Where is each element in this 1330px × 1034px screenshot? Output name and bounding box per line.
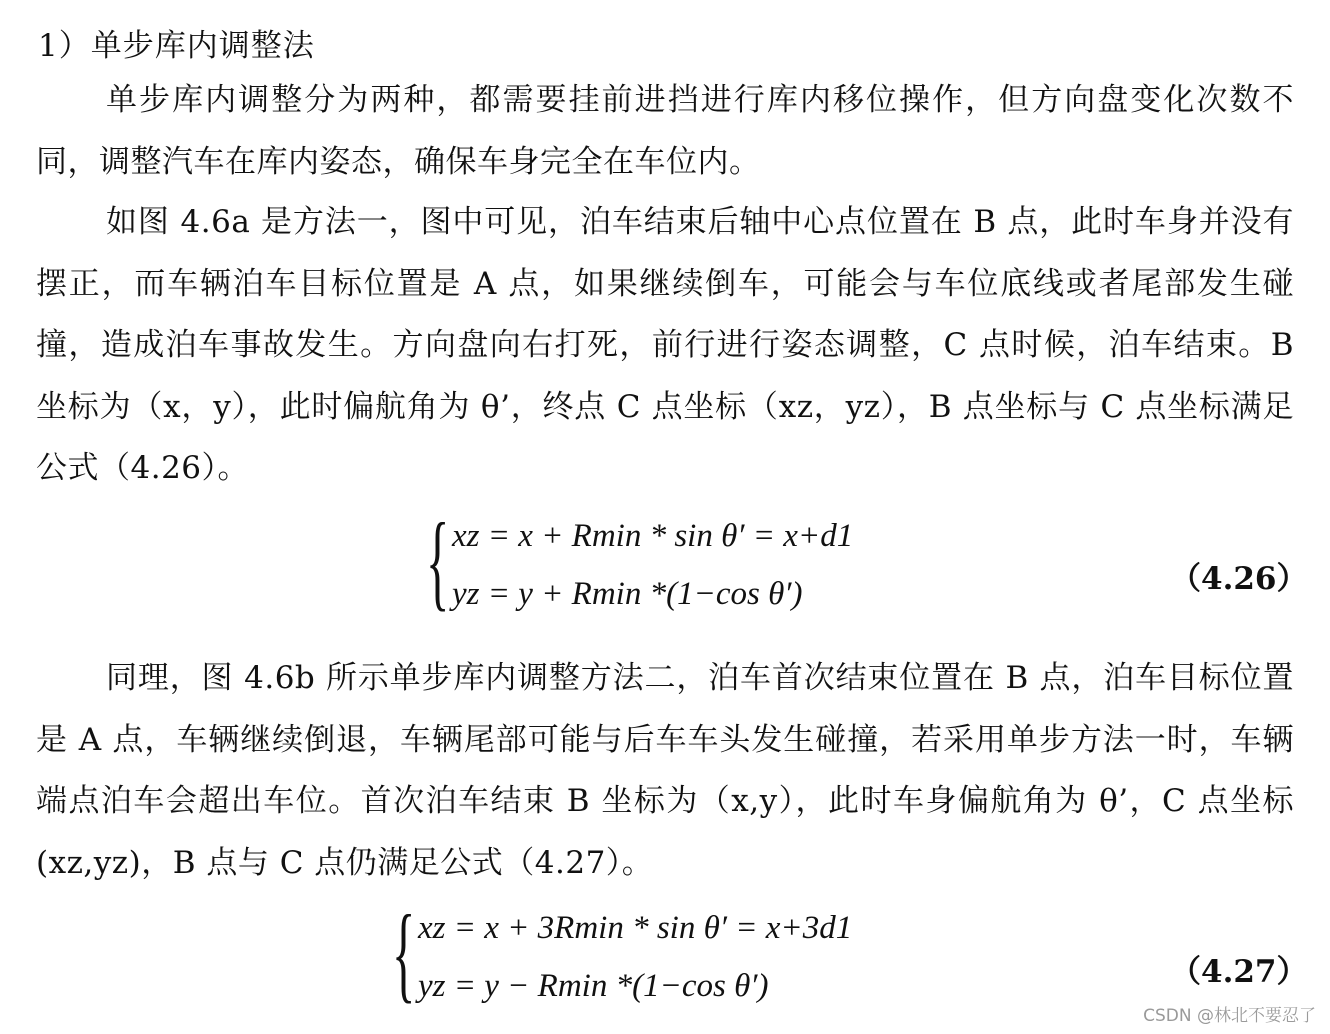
paragraph-1: 单步库内调整分为两种，都需要挂前进挡进行库内移位操作，但方向盘变化次数不同，调整汽车在库内姿态，确保车身完全在车位内。: [36, 82, 1294, 180]
equation-line: yz = y − Rmin *(1−cos θ′): [418, 968, 769, 1004]
watermark: CSDN @林北不要忍了: [1143, 1006, 1316, 1026]
equation-number: （4.26）: [1170, 561, 1308, 597]
equation-brace: {: [426, 502, 450, 621]
equation-brace: {: [392, 894, 416, 1013]
paragraph-3: 同理，图 4.6b 所示单步库内调整方法二，泊车首次结束位置在 B 点，泊车目标位置是 A 点，车辆继续倒退，车辆尾部可能与后车车头发生碰撞，若采用单步方法一时，车辆端点泊车会超出车位。首次泊车结束 B 坐标为（x,y），此时车身偏航角为 θ’，C 点坐标(xz,yz)，B 点与 C 点仍满足公式（4.27）。: [36, 660, 1294, 881]
equation-line: xz = x + Rmin * sin θ′ = x+d1: [452, 518, 854, 554]
equation-4-26: [426, 502, 866, 621]
equation-line: yz = y + Rmin *(1−cos θ′): [452, 576, 803, 612]
equation-number: （4.27）: [1170, 954, 1308, 990]
paragraph-2: 如图 4.6a 是方法一，图中可见，泊车结束后轴中心点位置在 B 点，此时车身并没有摆正，而车辆泊车目标位置是 A 点，如果继续倒车，可能会与车位底线或者尾部发生碰撞，造成泊车事故发生。方向盘向右打死，前行进行姿态调整，C 点时候，泊车结束。B 坐标为（x，y），此时偏航角为 θ’，终点 C 点坐标（xz，yz），B 点坐标与 C 点坐标满足公式（4.26）。: [36, 204, 1294, 486]
equation-4-27: [392, 894, 862, 1013]
equation-line: xz = x + 3Rmin * sin θ′ = x+3d1: [418, 910, 853, 946]
section-heading: 1）单步库内调整法: [38, 28, 315, 64]
